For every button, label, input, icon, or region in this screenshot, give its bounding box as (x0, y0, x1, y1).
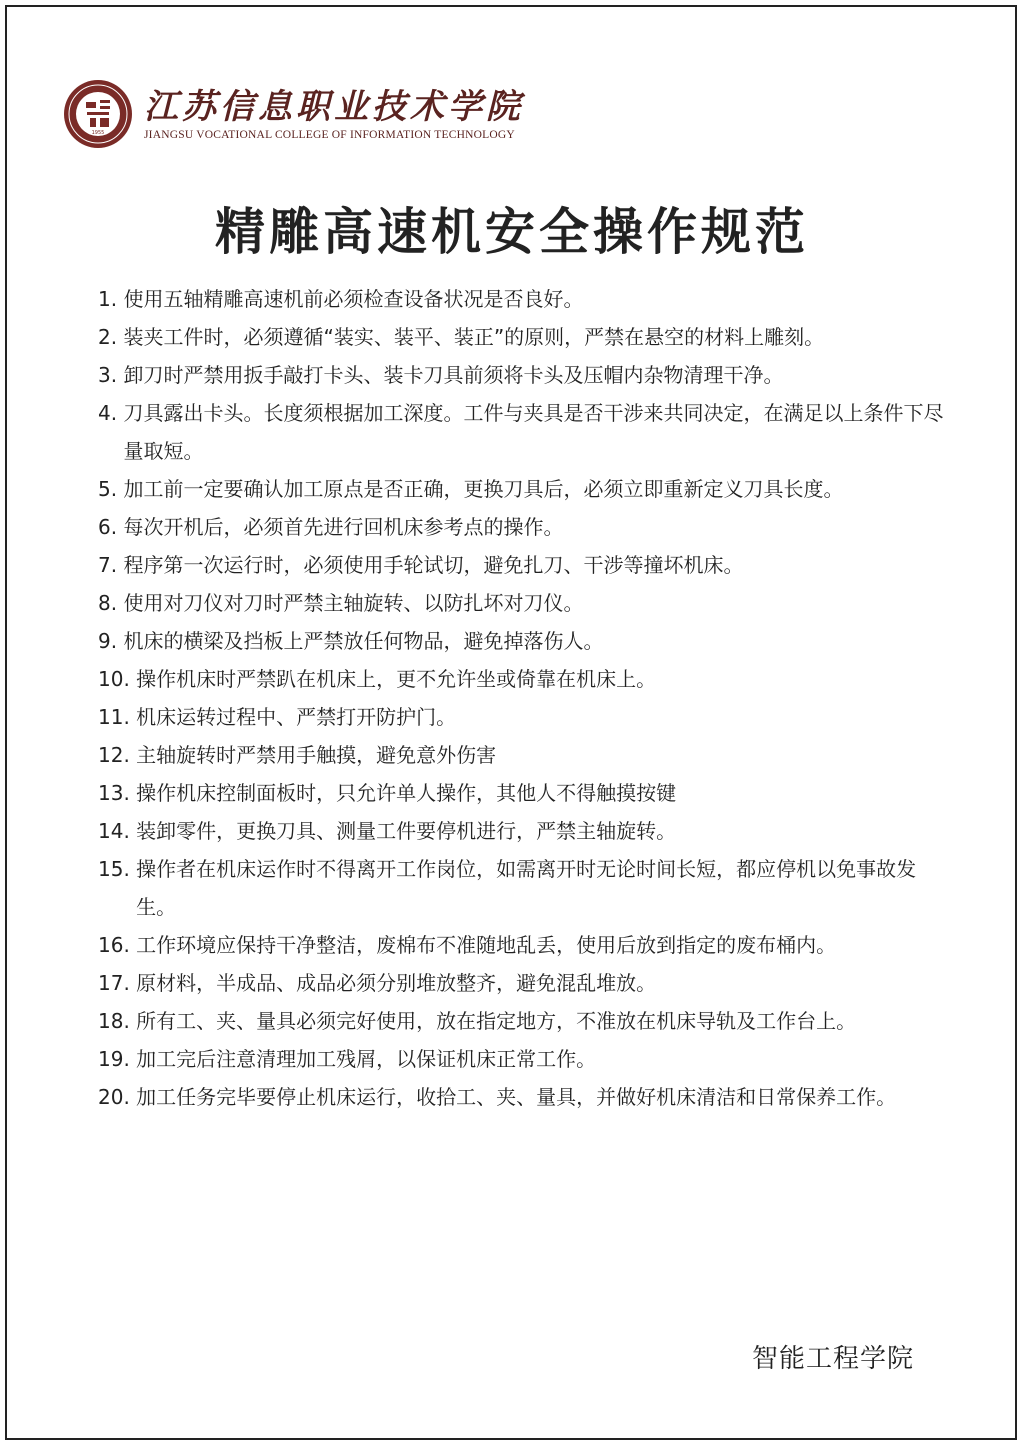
rule-item (98, 394, 948, 470)
college-header (62, 76, 524, 152)
rule-number: 15. (98, 857, 130, 881)
rule-text: 所有工、夹、量具必须完好使用，放在指定地方，不准放在机床导轨及工作台上。 (136, 1009, 857, 1033)
rule-text: 机床的横梁及挡板上严禁放任何物品，避免掉落伤人。 (123, 629, 604, 653)
rule-text: 程序第一次运行时，必须使用手轮试切，避免扎刀、干涉等撞坏机床。 (123, 553, 744, 577)
rule-item (98, 926, 948, 964)
rule-item (98, 774, 948, 812)
rule-item (98, 660, 948, 698)
rule-number: 2. (98, 325, 118, 349)
rule-text: 主轴旋转时严禁用手触摸，避免意外伤害 (136, 743, 497, 767)
rule-number: 3. (98, 363, 118, 387)
rule-text: 刀具露出卡头。长度须根据加工深度。工件与夹具是否干涉来共同决定，在满足以上条件下尽量取短。 (123, 401, 944, 463)
rule-item (98, 318, 948, 356)
rule-number: 14. (98, 819, 130, 843)
rule-text: 装卸零件，更换刀具、测量工件要停机进行，严禁主轴旋转。 (136, 819, 677, 843)
rule-number: 17. (98, 971, 130, 995)
rule-number: 1. (98, 287, 118, 311)
rule-number: 12. (98, 743, 130, 767)
rule-number: 18. (98, 1009, 130, 1033)
rule-text: 卸刀时严禁用扳手敲打卡头、装卡刀具前须将卡头及压帽内杂物清理干净。 (123, 363, 784, 387)
rule-item (98, 698, 948, 736)
rule-item (98, 1078, 948, 1116)
college-name-en: JIANGSU VOCATIONAL COLLEGE OF INFORMATION TECHNOLOGY (144, 129, 515, 141)
rule-number: 10. (98, 667, 130, 691)
rule-number: 9. (98, 629, 118, 653)
rule-text: 操作机床时严禁趴在机床上，更不允许坐或倚靠在机床上。 (136, 667, 657, 691)
college-name-cn: 江苏信息职业技术学院 (144, 87, 524, 127)
rules-list (98, 280, 948, 1116)
rule-item (98, 546, 948, 584)
rule-text: 操作者在机床运作时不得离开工作岗位，如需离开时无论时间长短，都应停机以免事故发生。 (136, 857, 917, 919)
rule-text: 操作机床控制面板时，只允许单人操作，其他人不得触摸按键 (136, 781, 677, 805)
rule-text: 使用对刀仪对刀时严禁主轴旋转、以防扎坏对刀仪。 (123, 591, 584, 615)
rule-item (98, 964, 948, 1002)
rule-number: 13. (98, 781, 130, 805)
rule-text: 加工前一定要确认加工原点是否正确，更换刀具后，必须立即重新定义刀具长度。 (123, 477, 844, 501)
rule-number: 8. (98, 591, 118, 615)
rule-number: 7. (98, 553, 118, 577)
rule-item (98, 280, 948, 318)
rule-item (98, 850, 948, 926)
rule-item (98, 1040, 948, 1078)
rule-text: 原材料，半成品、成品必须分别堆放整齐，避免混乱堆放。 (136, 971, 657, 995)
rule-number: 16. (98, 933, 130, 957)
svg-text:1955: 1955 (91, 130, 105, 136)
rule-item (98, 736, 948, 774)
rule-number: 19. (98, 1047, 130, 1071)
rule-text: 机床运转过程中、严禁打开防护门。 (136, 705, 457, 729)
rule-text: 每次开机后，必须首先进行回机床参考点的操作。 (123, 515, 564, 539)
rule-item (98, 356, 948, 394)
rule-item (98, 812, 948, 850)
rule-item (98, 470, 948, 508)
department-name: 智能工程学院 (751, 1344, 914, 1374)
rule-item (98, 584, 948, 622)
rule-item (98, 622, 948, 660)
rule-text: 加工完后注意清理加工残屑，以保证机床正常工作。 (136, 1047, 597, 1071)
rule-number: 20. (98, 1085, 130, 1109)
rule-text: 使用五轴精雕高速机前必须检查设备状况是否良好。 (123, 287, 584, 311)
rule-number: 5. (98, 477, 118, 501)
rule-text: 加工任务完毕要停止机床运行，收拾工、夹、量具，并做好机床清洁和日常保养工作。 (136, 1085, 897, 1109)
rule-text: 工作环境应保持干净整洁，废棉布不准随地乱丢，使用后放到指定的废布桶内。 (136, 933, 837, 957)
rule-number: 4. (98, 401, 118, 425)
rule-number: 6. (98, 515, 118, 539)
rule-item (98, 508, 948, 546)
rule-text: 装夹工件时，必须遵循“装实、装平、装正”的原则，严禁在悬空的材料上雕刻。 (123, 325, 825, 349)
rule-item (98, 1002, 948, 1040)
document-title: 精雕高速机安全操作规范 (215, 203, 809, 261)
rule-number: 11. (98, 705, 130, 729)
college-seal-logo (62, 78, 134, 150)
